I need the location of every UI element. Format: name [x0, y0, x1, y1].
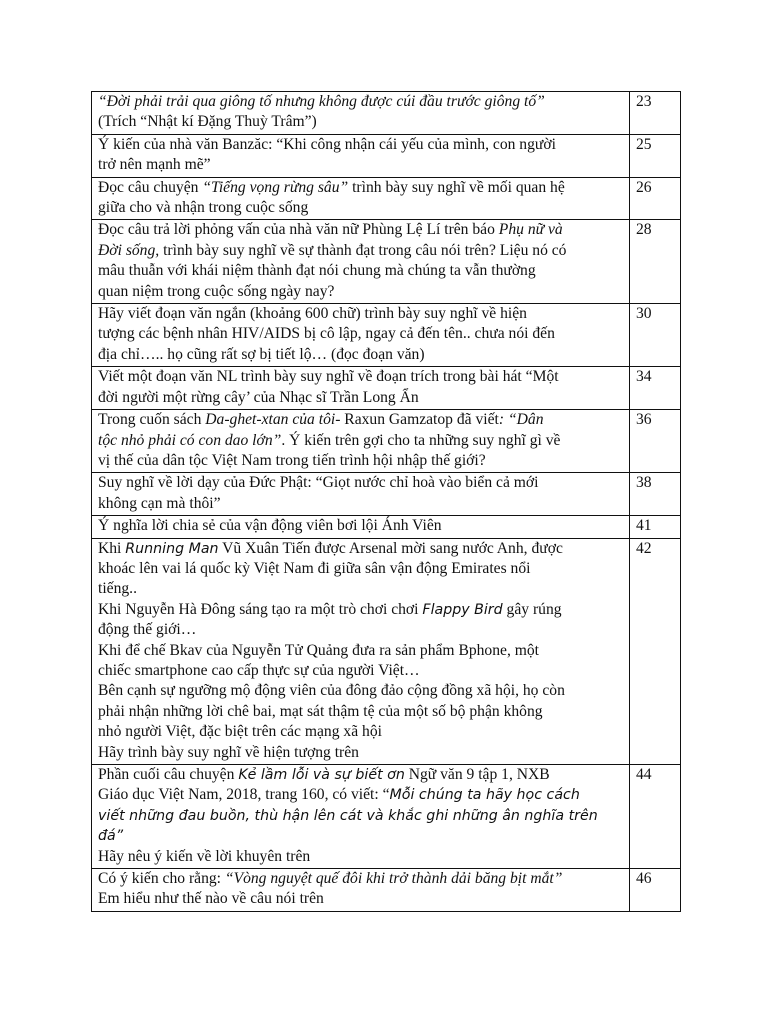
toc-page-number: 36 — [630, 410, 681, 473]
toc-entry-segment: đời người một rừng cây’ của Nhạc sĩ Trần Long Ẩn — [98, 388, 419, 406]
toc-entry-segment: Khi Nguyễn Hà Đông sáng tạo ra một trò chơi chơi — [98, 600, 423, 618]
toc-entry-segment: quan niệm trong cuộc sống ngày nay? — [98, 282, 335, 300]
toc-entry-segment: Running Man — [125, 540, 219, 557]
toc-entry-segment: Da-ghet-xtan của tôi- — [205, 411, 341, 429]
toc-row — [92, 220, 681, 304]
toc-entry-segment: phải nhận những lời chê bai, mạt sát thậm tệ của một số bộ phận không — [98, 702, 543, 720]
toc-entry-line — [98, 579, 625, 599]
toc-entry-segment: Ý kiến của nhà văn Banzăc: “Khi công nhận cái yếu của mình, con người — [98, 135, 556, 153]
toc-entry-segment: “Tiếng vọng rừng sâu” — [202, 178, 349, 196]
toc-entry-line — [98, 516, 625, 536]
toc-entry-segment: tượng các bệnh nhân HIV/AIDS bị cô lập, ngay cả đến tên.. chưa nói đến — [98, 325, 555, 343]
toc-entry-segment: giữa cho và nhận trong cuộc sống — [98, 199, 309, 217]
toc-entry-segment: Flappy Bird — [422, 601, 503, 618]
toc-entry-segment: “Vòng nguyệt quế đôi khi trở thành dải băng bịt mắt” — [224, 870, 563, 888]
toc-entry-line — [98, 661, 625, 681]
toc-entry-segment: Đọc câu chuyện — [98, 178, 203, 196]
toc-entry-line — [98, 367, 625, 387]
toc-entry-segment: Phụ nữ và — [498, 221, 563, 239]
toc-entry-segment: “Đời phải trải qua giông tố nhưng không được cúi đầu trước giông tố” — [98, 93, 545, 110]
toc-page-number: 41 — [630, 516, 681, 538]
toc-entry-line — [98, 431, 625, 451]
toc-entry-text — [92, 92, 630, 135]
toc-entry-segment: không cạn mà thôi” — [98, 494, 221, 512]
toc-row — [92, 765, 681, 869]
toc-entry-line — [98, 241, 625, 261]
toc-entry-segment: Suy nghĩ về lời dạy của Đức Phật: “Giọt nước chỉ hoà vào biển cả mới — [98, 474, 539, 492]
toc-entry-line — [98, 889, 625, 909]
toc-entry-segment: Mỗi chúng ta hãy học cách — [389, 787, 580, 804]
toc-entry-segment: Ngữ văn 9 tập 1, NXB — [404, 766, 550, 783]
toc-entry-line — [98, 826, 625, 846]
toc-entry-line — [98, 559, 625, 579]
toc-entry-line — [98, 869, 625, 889]
toc-entry-segment: Vũ Xuân Tiến được Arsenal mời sang nước Anh, được — [218, 539, 563, 557]
toc-row — [92, 177, 681, 220]
toc-row — [92, 516, 681, 538]
toc-entry-segment: gây rúng — [502, 600, 562, 618]
toc-entry-line — [98, 155, 625, 175]
toc-entry-text — [92, 538, 630, 764]
toc-entry-segment: Viết một đoạn văn NL trình bày suy nghĩ về đoạn trích trong bài hát “Một — [98, 368, 559, 386]
toc-entry-line — [98, 388, 625, 408]
toc-entry-segment: : “Dân — [498, 411, 544, 429]
toc-entry-segment: trình bày suy nghĩ về mối quan hệ — [348, 178, 565, 196]
toc-entry-segment: Hãy viết đoạn văn ngắn (khoảng 600 chữ) trình bày suy nghĩ về hiện — [98, 305, 527, 323]
toc-entry-line — [98, 722, 625, 742]
toc-entry-line — [98, 345, 625, 365]
toc-entry-text — [92, 177, 630, 220]
toc-entry-segment: (Trích “Nhật kí Đặng Thuỳ Trâm”) — [98, 113, 317, 131]
toc-entry-line — [98, 785, 625, 805]
toc-entry-line — [98, 304, 625, 324]
toc-entry-segment: viết những đau buồn, thù hận lên cát và khắc ghi những ân nghĩa trên — [98, 807, 598, 824]
toc-entry-segment: Kẻ lầm lỗi và sự biết ơn — [238, 767, 405, 783]
toc-page-number: 44 — [630, 765, 681, 869]
toc-entry-segment: Hãy trình bày suy nghĩ về hiện tượng trên — [98, 743, 359, 761]
toc-entry-segment: Phần cuối câu chuyện — [98, 766, 239, 783]
toc-entry-segment: Đọc câu trả lời phỏng vấn của nhà văn nữ Phùng Lệ Lí trên báo — [98, 221, 499, 239]
toc-page-number: 34 — [630, 367, 681, 410]
toc-entry-segment: Hãy nêu ý kiến về lời khuyên trên — [98, 847, 311, 865]
toc-entry-line — [98, 702, 625, 722]
toc-entry-segment: trình bày suy nghĩ về sự thành đạt trong câu nói trên? Liệu nó có — [159, 241, 567, 259]
toc-page-number: 42 — [630, 538, 681, 764]
toc-entry-line — [98, 473, 625, 493]
toc-entry-line — [98, 112, 625, 132]
toc-entry-line — [98, 620, 625, 640]
toc-entry-line — [98, 494, 625, 514]
toc-row — [92, 367, 681, 410]
toc-entry-line — [98, 743, 625, 763]
toc-entry-segment: . Ý kiến trên gợi cho ta những suy nghĩ gì về — [281, 431, 561, 449]
toc-entry-segment: Raxun Gamzatop đã viết — [340, 411, 499, 429]
toc-row — [92, 134, 681, 177]
toc-entry-segment: Có ý kiến cho rằng: — [98, 870, 225, 888]
toc-page-number: 26 — [630, 177, 681, 220]
toc-page-number: 46 — [630, 869, 681, 912]
toc-row — [92, 92, 681, 135]
toc-entry-line — [98, 806, 625, 826]
toc-entry-segment: Ý nghĩa lời chia sẻ của vận động viên bơi lội Ánh Viên — [98, 517, 442, 535]
toc-row — [92, 869, 681, 912]
toc-entry-line — [98, 539, 625, 559]
toc-entry-line — [98, 220, 625, 240]
toc-entry-segment: Giáo dục Việt Nam, 2018, trang 160, có viết: “ — [98, 786, 390, 804]
toc-page-number: 38 — [630, 473, 681, 516]
toc-entry-segment: vị thế của dân tộc Việt Nam trong tiến trình hội nhập thế giới? — [98, 451, 486, 469]
toc-entry-segment: động thế giới… — [98, 621, 197, 639]
toc-entry-segment: Khi — [98, 539, 126, 557]
toc-entry-segment: Trong cuốn sách — [98, 411, 206, 429]
toc-entry-segment: Em hiểu như thế nào về câu nói trên — [98, 890, 324, 908]
toc-page-number: 30 — [630, 304, 681, 367]
toc-page-number: 28 — [630, 220, 681, 304]
toc-entry-line — [98, 198, 625, 218]
toc-entry-segment: tiếng.. — [98, 580, 137, 598]
toc-entry-segment: mâu thuẫn với khái niệm thành đạt nói chung mà chúng ta vẫn thường — [98, 262, 536, 280]
toc-entry-segment: tộc nhỏ phải có con dao lớn” — [98, 431, 282, 449]
toc-entry-text — [92, 367, 630, 410]
toc-entry-text — [92, 516, 630, 538]
toc-entry-segment: chiếc smartphone cao cấp thực sự của người Việt… — [98, 661, 420, 679]
toc-row — [92, 473, 681, 516]
toc-body — [92, 92, 681, 912]
toc-entry-line — [98, 451, 625, 471]
toc-entry-segment: trở nên mạnh mẽ” — [98, 156, 211, 174]
toc-page-number: 25 — [630, 134, 681, 177]
toc-row — [92, 410, 681, 473]
toc-entry-segment: địa chỉ….. họ cũng rất sợ bị tiết lộ… (đọc đoạn văn) — [98, 345, 425, 363]
toc-entry-text — [92, 134, 630, 177]
toc-entry-text — [92, 220, 630, 304]
toc-entry-text — [92, 410, 630, 473]
toc-entry-text — [92, 304, 630, 367]
toc-entry-line — [98, 92, 625, 112]
toc-entry-segment: Khi để chế Bkav của Nguyễn Tử Quảng đưa ra sản phẩm Bphone, một — [98, 641, 540, 659]
toc-entry-line — [98, 324, 625, 344]
toc-entry-line — [98, 178, 625, 198]
toc-entry-segment: khoác lên vai lá quốc kỳ Việt Nam đi giữa sân vận động Emirates nổi — [98, 559, 531, 577]
toc-entry-line — [98, 765, 625, 785]
toc-entry-line — [98, 261, 625, 281]
toc-entry-segment: nhỏ người Việt, đặc biệt trên các mạng xã hội — [98, 723, 382, 741]
toc-page-number: 23 — [630, 92, 681, 135]
toc-entry-line — [98, 847, 625, 867]
toc-entry-line — [98, 410, 625, 430]
toc-row — [92, 304, 681, 367]
toc-entry-line — [98, 282, 625, 302]
toc-entry-segment: Đời sống, — [98, 241, 160, 259]
toc-entry-line — [98, 135, 625, 155]
table-of-contents — [91, 91, 681, 912]
toc-entry-line — [98, 681, 625, 701]
toc-entry-text — [92, 473, 630, 516]
toc-row — [92, 538, 681, 764]
toc-entry-text — [92, 869, 630, 912]
toc-entry-line — [98, 641, 625, 661]
toc-entry-segment: đá” — [98, 828, 124, 845]
toc-entry-text — [92, 765, 630, 869]
toc-entry-segment: Bên cạnh sự ngưỡng mộ động viên của đông đảo cộng đồng xã hội, họ còn — [98, 682, 565, 700]
toc-entry-line — [98, 600, 625, 620]
